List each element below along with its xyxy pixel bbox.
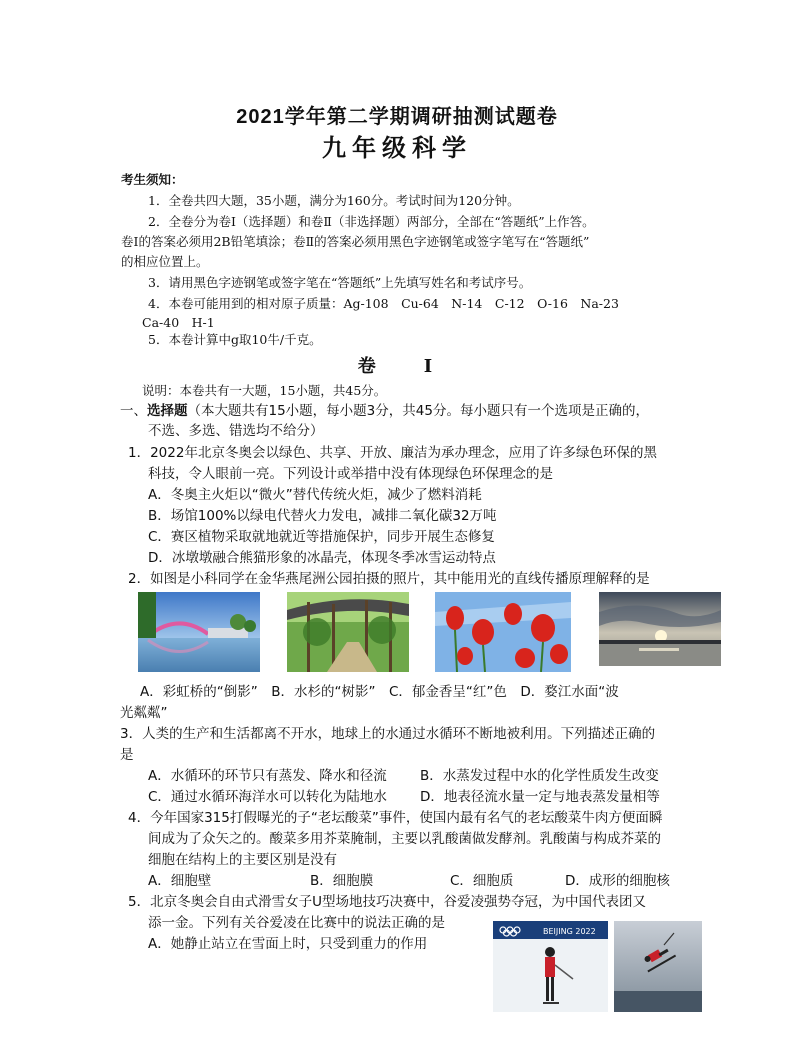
notice-item: 5．本卷计算中g取10牛/千克。	[148, 332, 322, 347]
q5-stem-2: 添一金。下列有关谷爱凌在比赛中的说法正确的是	[148, 915, 445, 931]
q5-stem: 5．北京冬奥会自由式滑雪女子U型场地技巧决赛中，谷爱凌强势夺冠，为中国代表团又	[128, 894, 646, 910]
q4-option-a: A．细胞壁	[148, 873, 212, 889]
q1-option-a: A．冬奥主火炬以“微火”替代传统火炬，减少了燃料消耗	[148, 487, 482, 503]
notice-heading: 考生须知：	[121, 172, 184, 187]
notice-item: 2．全卷分为卷Ⅰ（选择题）和卷Ⅱ（非选择题）两部分，全部在“答题纸”上作答。	[148, 214, 595, 229]
section-prefix: 一、	[120, 403, 147, 419]
q4-option-b: B．细胞膜	[310, 873, 374, 889]
notice-item: 卷Ⅰ的答案必须用2B铅笔填涂；卷Ⅱ的答案必须用黑色字迹钢笔或签字笔写在“答题纸”	[121, 234, 590, 249]
q4-option-c: C．细胞质	[450, 873, 514, 889]
section-explain: 说明：本卷共有一大题，15小题，共45分。	[142, 383, 387, 398]
q3-option-b: B．水蒸发过程中水的化学性质发生改变	[420, 768, 659, 784]
q1-stem: 1．2022年北京冬奥会以绿色、共享、开放、廉洁为承办理念，应用了许多绿色环保的黑	[128, 445, 657, 461]
section-desc-2: 不选、多选、错选均不给分）	[148, 423, 324, 439]
q1-option-d: D．冰墩墩融合熊猫形象的冰晶壳，体现冬季冰雪运动特点	[148, 550, 496, 566]
q5-option-a: A．她静止站立在雪面上时，只受到重力的作用	[148, 936, 428, 952]
q1-option-b: B．场馆100%以绿电代替火力发电，减排二氧化碳32万吨	[148, 508, 497, 524]
q4-stem-2: 间成为了众矢之的。酸菜多用芥菜腌制，主要以乳酸菌做发酵剂。乳酸菌与构成芥菜的	[148, 831, 661, 847]
q4-stem-3: 细胞在结构上的主要区别是没有	[148, 852, 337, 868]
q3-stem-2: 是	[120, 747, 134, 763]
q4-stem: 4．今年国家315打假曝光的子“老坛酸菜”事件，使国内最有名气的老坛酸菜牛肉方便面瞬	[128, 810, 663, 826]
q3-option-c: C．通过水循环海洋水可以转化为陆地水	[148, 789, 387, 805]
skier-jump-photo	[614, 921, 702, 1012]
tulip-photo	[435, 592, 571, 672]
q1-stem-2: 科技，令人眼前一亮。下列设计或举措中没有体现绿色环保理念的是	[148, 466, 553, 482]
q1-option-c: C．赛区植物采取就地就近等措施保护，同步开展生态修复	[148, 529, 495, 545]
q3-option-d: D．地表径流水量一定与地表蒸发量相等	[420, 789, 660, 805]
q2-options: A．彩虹桥的“倒影” B．水杉的“树影” C．郁金香呈“红”色 D．婺江水面“波	[140, 684, 619, 700]
volume-title: 卷 I	[357, 356, 437, 377]
q3-option-a: A．水循环的环节只有蒸发、降水和径流	[148, 768, 387, 784]
q4-option-d: D．成形的细胞核	[565, 873, 670, 889]
q2-options-2: 光粼粼”	[120, 705, 168, 721]
notice-item: 3．请用黑色字迹钢笔或签字笔在“答题纸”上先填写姓名和考试序号。	[148, 275, 532, 290]
olympic-banner-text: BEIJING 2022	[543, 927, 596, 936]
notice-item: 的相应位置上。	[121, 254, 209, 269]
exam-title: 2021学年第二学期调研抽测试题卷	[236, 106, 558, 128]
exam-subtitle: 九年级科学	[322, 133, 472, 162]
section-heading	[120, 401, 649, 422]
q2-stem: 2．如图是小科同学在金华燕尾洲公园拍摄的照片，其中能用光的直线传播原理解释的是	[128, 571, 650, 587]
section-name: 选择题	[147, 403, 188, 419]
q3-stem: 3．人类的生产和生活都离不开水，地球上的水通过水循环不断地被利用。下列描述正确的	[120, 726, 656, 742]
notice-item: 1．全卷共四大题，35小题，满分为160分。考试时间为120分钟。	[148, 193, 520, 208]
notice-item: 4．本卷可能用到的相对原子质量：Ag-108 Cu-64 N-14 C-12 O-16 Na-23	[148, 296, 619, 311]
skier-standing-photo	[493, 921, 608, 1012]
rainbow-bridge-photo	[138, 592, 260, 672]
metasequoia-photo	[287, 592, 409, 672]
notice-item: Ca-40 H-1	[142, 315, 215, 330]
river-sunset-photo	[599, 592, 721, 666]
section-desc: （本大题共有15小题，每小题3分，共45分。每小题只有一个选项是正确的，	[187, 403, 649, 419]
